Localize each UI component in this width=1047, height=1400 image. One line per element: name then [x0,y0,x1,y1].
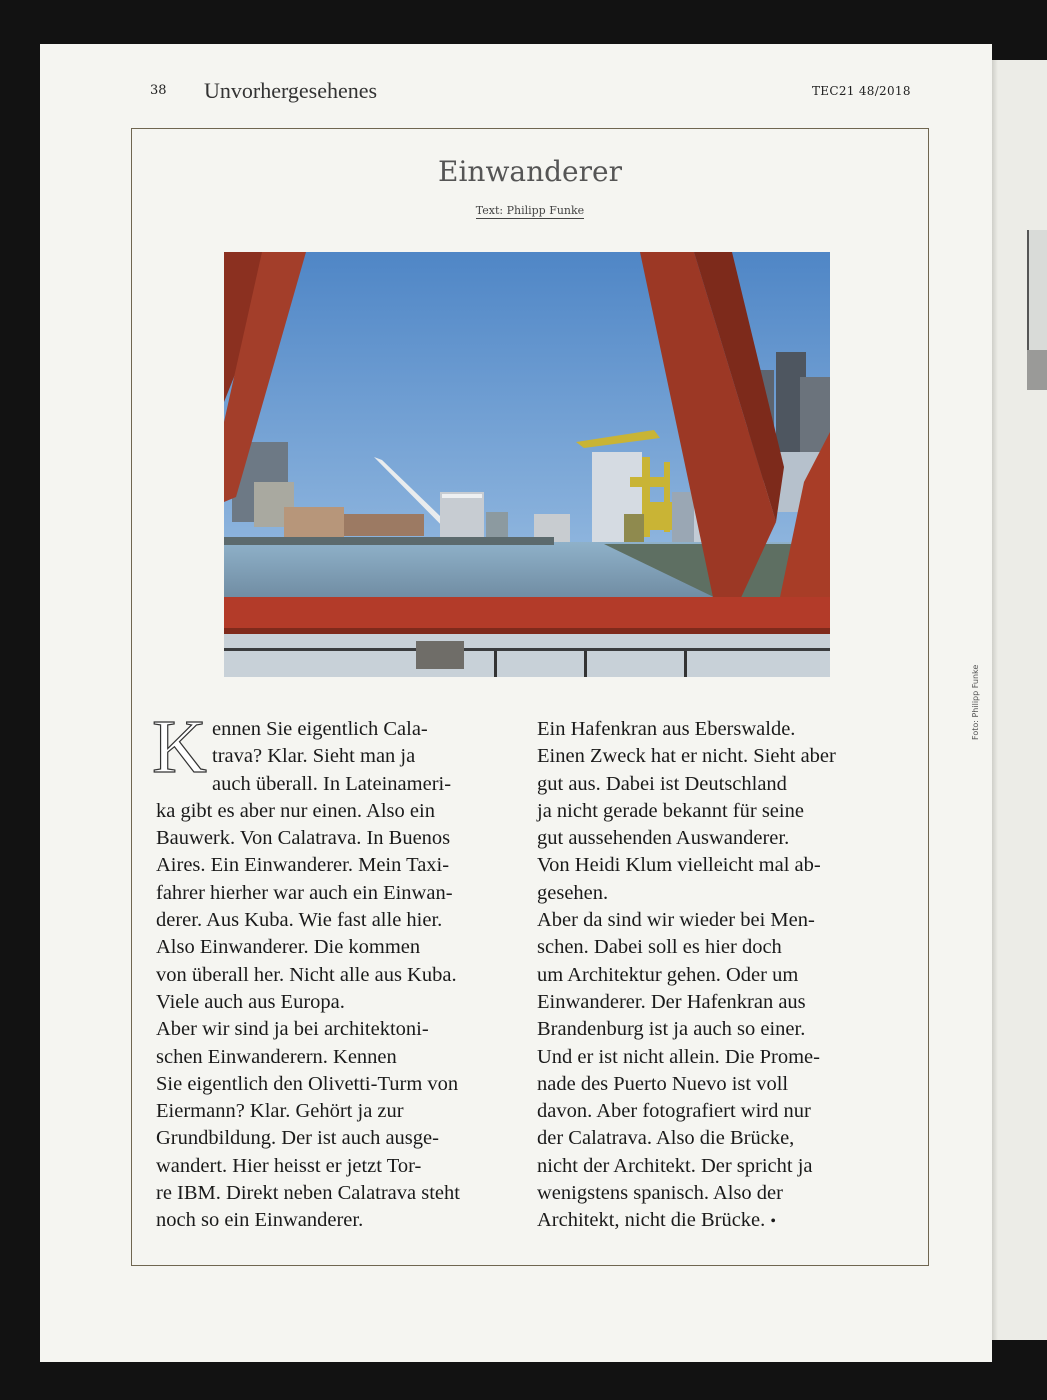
text-line: Aber wir sind ja bei architektoni- [156,1018,429,1041]
text-line-last [537,1207,907,1235]
section-title: Unvorhergesehenes [204,78,378,103]
text-line: Von Heidi Klum vielleicht mal ab- [537,854,821,877]
text-line: Eiermann? Klar. Gehört ja zur [156,1100,404,1123]
article-title: Einwanderer [438,155,622,188]
next-page-image-fragment [1027,230,1047,350]
text-line: wenigstens spanisch. Also der [537,1182,783,1205]
text-line: ja nicht gerade bekannt für seine [537,799,804,822]
article-frame [131,128,929,1266]
page-fold-shadow [992,60,998,1340]
text-line: nicht der Architekt. Der spricht ja [537,1154,813,1177]
text-line: re IBM. Direkt neben Calatrava steht [156,1182,460,1205]
text-line: Ein Hafenkran aus Eberswalde. [537,718,796,740]
page-number: 38 [150,83,167,98]
text-line: von überall her. Nicht alle aus Kuba. [156,963,457,986]
text-line: Grundbildung. Der ist auch ausge- [156,1127,439,1150]
text-line: Einen Zweck hat er nicht. Sieht aber [537,745,836,768]
text-line: schen Einwanderern. Kennen [156,1045,397,1068]
text-line: Aires. Ein Einwanderer. Mein Taxi- [156,854,450,877]
next-page-edge [992,60,1047,1340]
text-line: derer. Aus Kuba. Wie fast alle hier. [156,909,443,932]
text-line: Und er ist nicht allein. Die Prome- [537,1045,820,1068]
text-line: noch so ein Einwanderer. [156,1209,364,1232]
drop-cap: K [152,705,207,789]
text-line: um Architektur gehen. Oder um [537,963,799,986]
text-column-left [152,705,526,1235]
text-line: trava? Klar. Sieht man ja [212,745,416,768]
text-line: Brandenburg ist ja auch so einer. [537,1018,806,1041]
byline-text: Text: Philipp Funke [475,204,585,217]
text-line: Viele auch aus Europa. [156,990,345,1013]
text-line: der Calatrava. Also die Brücke, [537,1127,795,1150]
text-line: nade des Puerto Nuevo ist voll [537,1072,789,1095]
text-line: Also Einwanderer. Die kommen [156,936,421,959]
text-line: Sie eigentlich den Olivetti-Turm von [156,1072,459,1095]
text-line: davon. Aber fotografiert wird nur [537,1100,811,1123]
photo-credit: Foto: Philipp Funke [971,664,980,740]
text-line: auch überall. In Lateinameri- [212,772,452,795]
issue-label: TEC21 48/2018 [812,84,911,98]
text-line: schen. Dabei soll es hier doch [537,936,782,959]
text-line: fahrer hierher war auch ein Einwan- [156,881,453,904]
harbour-bridge-photo [224,252,830,677]
text-line: Aber da sind wir wieder bei Men- [537,909,815,932]
text-column-right [537,716,907,1236]
text-line: gesehen. [537,881,609,904]
text-line: gut aussehenden Auswanderer. [537,827,790,850]
text-line: Bauwerk. Von Calatrava. In Buenos [156,827,451,850]
text-line: ka gibt es aber nur einen. Also ein [156,799,435,822]
text-line: wandert. Hier heisst er jetzt Tor- [156,1154,422,1177]
text-line: Einwanderer. Der Hafenkran aus [537,990,806,1013]
end-mark: • [770,1213,777,1231]
article-byline [132,204,928,217]
text-line: ennen Sie eigentlich Cala- [212,718,428,740]
article-photo [224,252,830,677]
text-line: gut aus. Dabei ist Deutschland [537,772,787,795]
next-page-image-fragment-dark [1027,350,1047,390]
text-line-content: Architekt, nicht die Brücke. [537,1209,766,1232]
